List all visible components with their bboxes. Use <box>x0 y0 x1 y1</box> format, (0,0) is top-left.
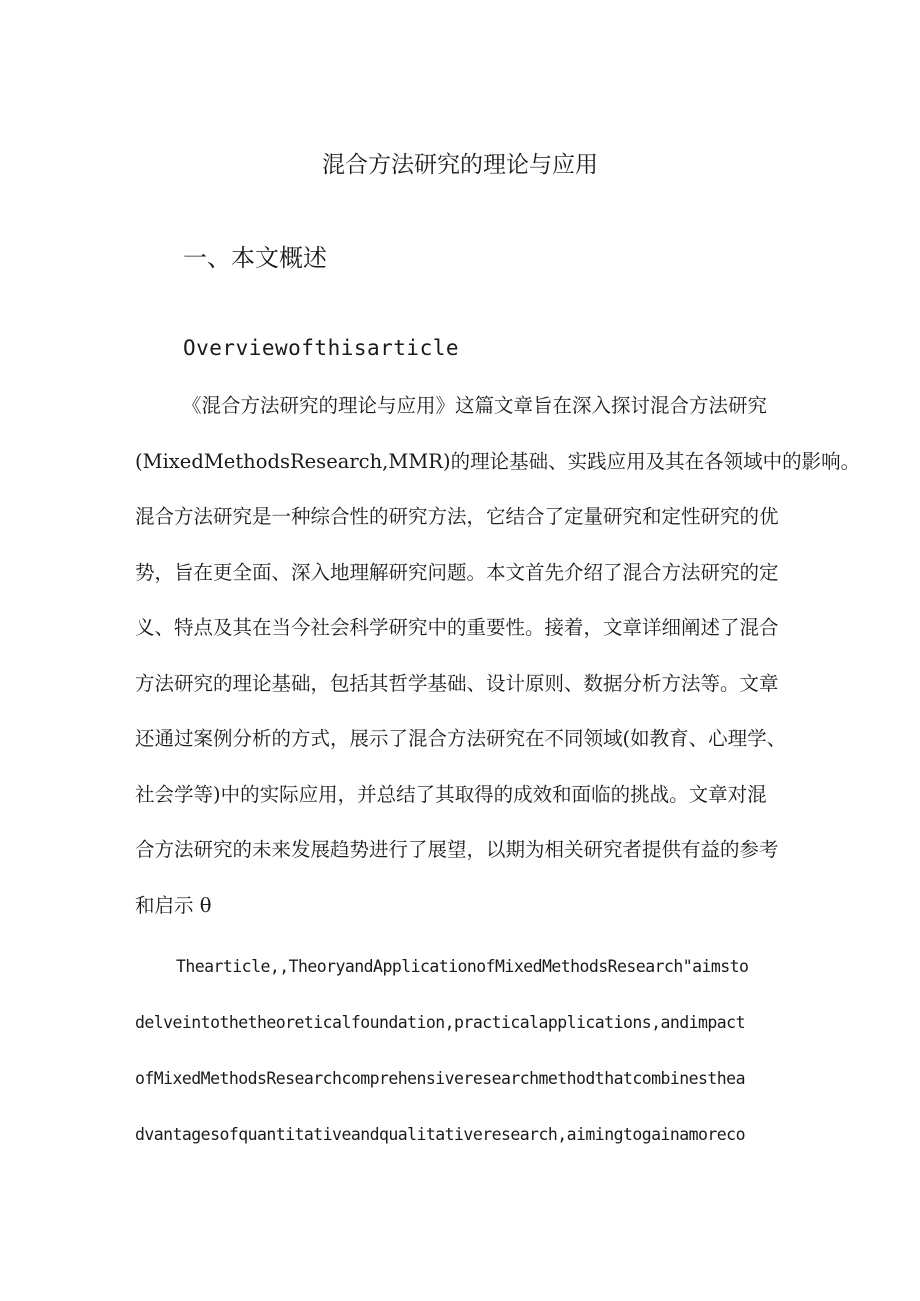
paragraph-line: (MixedMethodsResearch,MMR)的理论基础、实践应用及其在各领域中的影响。 <box>135 449 861 473</box>
section-heading: 一、本文概述 <box>183 244 327 272</box>
english-subheading: Overviewofthisarticle <box>183 336 460 360</box>
paragraph-line: 势，旨在更全面、深入地理解研究问题。本文首先介绍了混合方法研究的定 <box>135 560 779 584</box>
paragraph-line: 合方法研究的未来发展趋势进行了展望，以期为相关研究者提供有益的参考 <box>135 838 779 861</box>
paragraph-line: 社会学等)中的实际应用，并总结了其取得的成效和面临的挑战。文章对混 <box>135 782 767 806</box>
paragraph-line: delveintothetheoreticalfoundation,practicalapplications,andimpact <box>135 1013 745 1032</box>
paragraph-line: Thearticle,,TheoryandApplicationofMixedMethodsResearch"aimsto <box>176 957 749 976</box>
paragraph-line: dvantagesofquantitativeandqualitativeresearch,aimingtogainamoreco <box>135 1125 745 1144</box>
paragraph-line: 还通过案例分析的方式，展示了混合方法研究在不同领域(如教育、心理学、 <box>135 727 787 750</box>
chinese-paragraph <box>135 388 861 943</box>
paragraph-line: ofMixedMethodsResearchcomprehensiveresearchmethodthatcombinesthea <box>135 1069 745 1088</box>
paragraph-line: 义、特点及其在当今社会科学研究中的重要性。接着，文章详细阐述了混合 <box>135 616 779 639</box>
document-title: 混合方法研究的理论与应用 <box>322 152 598 178</box>
paragraph-line: 和启示 θ <box>135 893 212 917</box>
paragraph-line: 混合方法研究是一种综合性的研究方法，它结合了定量研究和定性研究的优 <box>135 505 779 528</box>
english-paragraph <box>135 952 795 1176</box>
paragraph-line: 《混合方法研究的理论与应用》这篇文章旨在深入探讨混合方法研究 <box>182 394 768 417</box>
paragraph-line: 方法研究的理论基础，包括其哲学基础、设计原则、数据分析方法等。文章 <box>135 671 779 695</box>
